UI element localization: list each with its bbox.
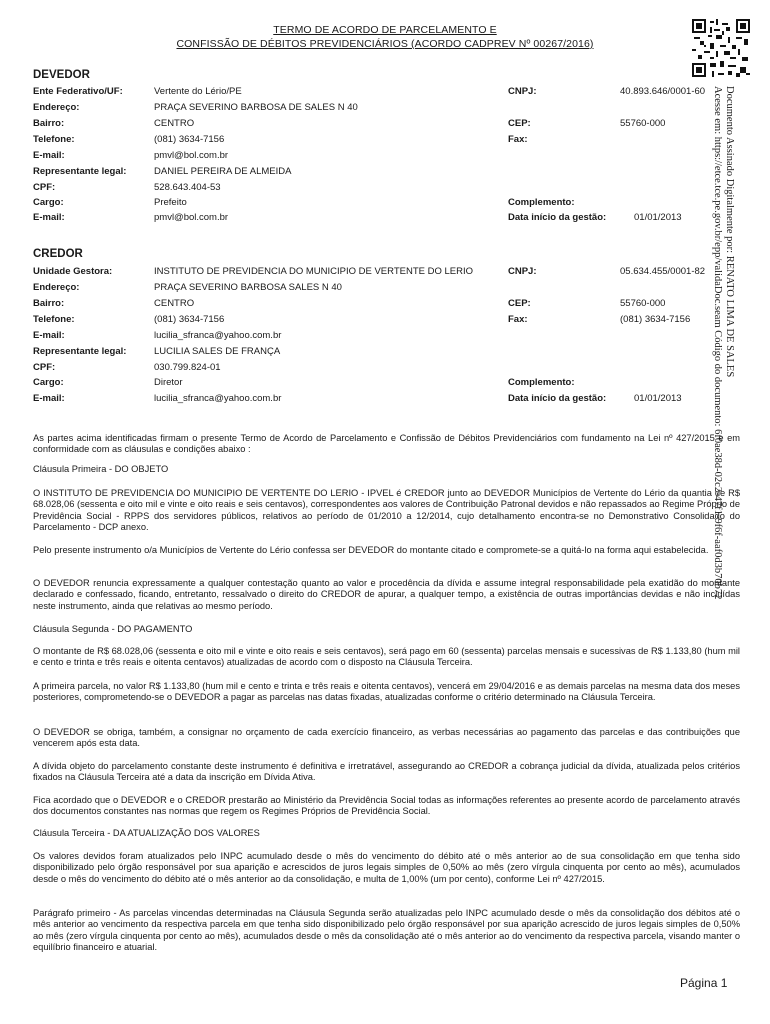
devedor-cep-label: CEP: — [508, 118, 531, 129]
devedor-bairro-value: CENTRO — [154, 118, 195, 129]
credor-cargo-label: Cargo: — [33, 377, 64, 388]
credor-email-label: E-mail: — [33, 330, 65, 341]
credor-cep-label: CEP: — [508, 298, 531, 309]
signature-line-1: Documento Assinado Digitalmente por: RENATO LIMA DE SALES — [724, 86, 735, 378]
credor-bairro-label: Bairro: — [33, 298, 65, 309]
devedor-endereco-value: PRAÇA SEVERINO BARBOSA DE SALES N 40 — [154, 102, 358, 113]
clause-2-paragraph-1: O montante de R$ 68.028,06 (sessenta e oito mil e vinte e oito reais e seis centavos), será pago em 60 (sessenta) parcelas mensais e sucessivas de R$ 1.133,80 (hum mil e cento e trinta e três reais e oitenta centavos) atualizadas de acordo com o disposto na Cláusula Terceira. — [33, 646, 740, 668]
devedor-gestao-label: Data início da gestão: — [508, 212, 607, 223]
devedor-rep-value: DANIEL PEREIRA DE ALMEIDA — [154, 166, 292, 177]
credor-cnpj-value: 05.634.455/0001-82 — [620, 266, 706, 277]
credor-rep-label: Representante legal: — [33, 346, 127, 357]
devedor-complemento-label: Complemento: — [508, 197, 575, 208]
devedor-gestao-value: 01/01/2013 — [634, 212, 682, 223]
page-number: Página 1 — [680, 976, 728, 990]
credor-complemento-label: Complemento: — [508, 377, 575, 388]
credor-gestao-value: 01/01/2013 — [634, 393, 682, 404]
devedor-cargo-value: Prefeito — [154, 197, 187, 208]
clause-2-paragraph-2: A primeira parcela, no valor R$ 1.133,80 (hum mil e cento e trinta e três reais e oitenta centavos), vencerá em 29/04/2016 e as demais parcelas na mesma data dos meses posteriores, comprometendo-se o DEVEDOR a pagar as parcelas nas datas fixadas, atualizadas conforme o critério determinado na Cláusula Terceira. — [33, 681, 740, 703]
ente-label: Ente Federativo/UF: — [33, 86, 123, 97]
devedor-email-label: E-mail: — [33, 150, 65, 161]
devedor-bairro-label: Bairro: — [33, 118, 65, 129]
clause-1-paragraph-2: Pelo presente instrumento o/a Municípios de Vertente do Lério confessa ser DEVEDOR do montante citado e compromete-se a quitá-lo na forma aqui estabelecida. — [33, 545, 709, 555]
ente-value: Vertente do Lério/PE — [154, 86, 242, 97]
credor-bairro-value: CENTRO — [154, 298, 195, 309]
credor-endereco-label: Endereço: — [33, 282, 80, 293]
credor-rep-value: LUCILIA SALES DE FRANÇA — [154, 346, 281, 357]
credor-cargo-value: Diretor — [154, 377, 183, 388]
credor-fax-value: (081) 3634-7156 — [620, 314, 691, 325]
clause-1-paragraph-3: O DEVEDOR renuncia expressamente a qualquer contestação quanto ao valor e procedência da dívida e assume integral responsabilidade pela exatidão do montante declarado e confessado, ficando, entretanto, ressalvado o direito do CREDOR de apurar, a qualquer tempo, a existência de outras importâncias devidas e não incluídas neste instrumento, ainda que relativas ao mesmo período. — [33, 578, 740, 611]
credor-cpf-value: 030.799.824-01 — [154, 362, 221, 373]
clause-2-paragraph-3: O DEVEDOR se obriga, também, a consignar no orçamento de cada exercício financeiro, as verbas necessárias ao pagamento das parcelas e das contribuições que vencerem após esta data. — [33, 727, 740, 749]
devedor-cpf-value: 528.643.404-53 — [154, 182, 221, 193]
credor-telefone-value: (081) 3634-7156 — [154, 314, 225, 325]
credor-cpf-label: CPF: — [33, 362, 56, 373]
devedor-heading: DEVEDOR — [33, 69, 90, 81]
credor-fax-label: Fax: — [508, 314, 528, 325]
devedor-cpf-label: CPF: — [33, 182, 56, 193]
devedor-email2-value: pmvl@bol.com.br — [154, 212, 229, 223]
clause-3-heading: Cláusula Terceira - DA ATUALIZAÇÃO DOS VALORES — [33, 828, 260, 838]
credor-email2-label: E-mail: — [33, 393, 65, 404]
devedor-cargo-label: Cargo: — [33, 197, 64, 208]
clause-2-paragraph-5: Fica acordado que o DEVEDOR e o CREDOR prestarão ao Ministério da Previdência Social todas as informações referentes ao presente acordo de parcelamento através dos documentos constantes nas normas que regem os Regimes Próprios de Previdência Social. — [33, 795, 740, 817]
credor-email-value: lucilia_sfranca@yahoo.com.br — [154, 330, 282, 341]
qr-code-icon — [692, 19, 750, 77]
credor-telefone-label: Telefone: — [33, 314, 75, 325]
credor-cnpj-label: CNPJ: — [508, 266, 537, 277]
clause-3-paragraph-2: Parágrafo primeiro - As parcelas vincendas determinadas na Cláusula Segunda serão atualizadas pelo INPC acumulado desde o mês da consolidação dos débitos até o mês anterior ao vencimento da respectiva parcela em que tenha sido disponibilizado pelo órgão responsável por sua aparição acrescido de juros legais simples de 0,50% ao mês (zero vírgula cinquenta por cento ao mês), acumulados desde o mês da consolidação até o mês anterior ao do vencimento da respectiva parcela, visando manter o equilíbrio financeiro e atuarial. — [33, 908, 740, 953]
clause-3-paragraph-1: Os valores devidos foram atualizados pelo INPC acumulado desde o mês do vencimento do débito até o mês anterior ao de sua consolidação em que tenha sido disponibilizado pelo órgão responsável por sua aparição e acrescidos de juros legais simples de 0,50% ao mês (zero vírgula cinquenta por cento ao mês), acumulados desde o mês do vencimento do débito até o mês anterior ao da consolidação, e multa de 1,00% (um por cento), conforme Lei nº 427/2015. — [33, 851, 740, 884]
credor-email2-value: lucilia_sfranca@yahoo.com.br — [154, 393, 282, 404]
clause-1-paragraph-1: O INSTITUTO DE PREVIDENCIA DO MUNICIPIO DE VERTENTE DO LERIO - IPVEL é CREDOR junto ao DEVEDOR Municípios de Vertente do Lério da quantia de R$ 68.028,06 (sessenta e oito mil e vinte e oito reais e seis centavos), correspondentes aos valores de Contribuição Patronal devidos e não repassados ao Regime Próprio de Previdência Social - RPPS dos servidores públicos, relativos ao período de 01/2010 a 12/2014, cujo detalhamento encontra-se no Demonstrativo Consolidado do Parcelamento - DCP anexo. — [33, 488, 740, 533]
clause-2-paragraph-4: A dívida objeto do parcelamento constante deste instrumento é definitiva e irretratável, assegurando ao CREDOR a cobrança judicial da dívida, atualizada pelos critérios fixados na Cláusula Terceira até a data da inscrição em Dívida Ativa. — [33, 761, 740, 783]
credor-cep-value: 55760-000 — [620, 298, 666, 309]
intro-paragraph: As partes acima identificadas firmam o presente Termo de Acordo de Parcelamento e Confissão de Débitos Previdenciários com fundamento na Lei nº 427/2015 e em conformidade com as cláusulas e condições abaixo : — [33, 433, 740, 455]
clause-2-heading: Cláusula Segunda - DO PAGAMENTO — [33, 624, 193, 634]
unidade-value: INSTITUTO DE PREVIDENCIA DO MUNICIPIO DE VERTENTE DO LERIO — [154, 266, 474, 277]
unidade-label: Unidade Gestora: — [33, 266, 113, 277]
devedor-cnpj-label: CNPJ: — [508, 86, 537, 97]
digital-signature-note — [705, 86, 739, 600]
devedor-cep-value: 55760-000 — [620, 118, 666, 129]
devedor-telefone-value: (081) 3634-7156 — [154, 134, 225, 145]
clause-1-heading: Cláusula Primeira - DO OBJETO — [33, 464, 169, 474]
document-title-line-2: CONFISSÃO DE DÉBITOS PREVIDENCIÁRIOS (ACORDO CADPREV Nº 00267/2016) — [176, 38, 594, 50]
devedor-fax-label: Fax: — [508, 134, 528, 145]
credor-heading: CREDOR — [33, 248, 83, 260]
document-title-line-1: TERMO DE ACORDO DE PARCELAMENTO E — [273, 24, 497, 36]
devedor-endereco-label: Endereço: — [33, 102, 80, 113]
devedor-email2-label: E-mail: — [33, 212, 65, 223]
devedor-telefone-label: Telefone: — [33, 134, 75, 145]
credor-gestao-label: Data início da gestão: — [508, 393, 607, 404]
devedor-rep-label: Representante legal: — [33, 166, 127, 177]
signature-line-2: Acesse em: https://etce.tce.pe.gov.br/epp/validaDoc.seam Código do documento: 6f0ae38d-02c2-47f1-9f6f-aaf0d3b70b72 — [712, 86, 723, 600]
credor-endereco-value: PRAÇA SEVERINO BARBOSA SALES N 40 — [154, 282, 342, 293]
devedor-email-value: pmvl@bol.com.br — [154, 150, 229, 161]
devedor-cnpj-value: 40.893.646/0001-60 — [620, 86, 706, 97]
